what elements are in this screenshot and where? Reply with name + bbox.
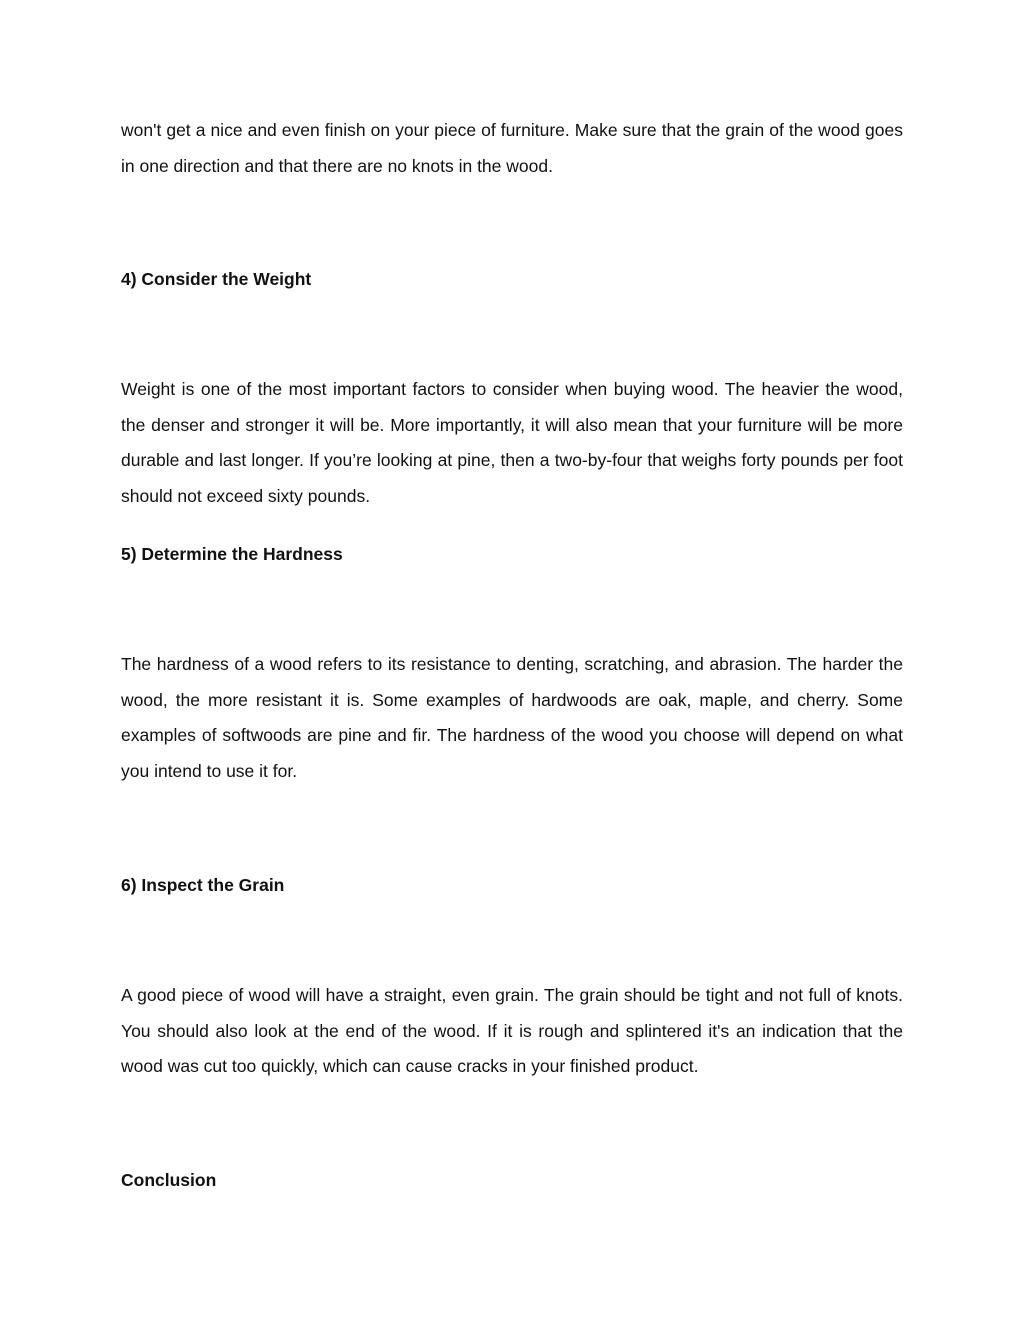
heading-inspect-grain: 6) Inspect the Grain <box>121 875 285 895</box>
heading-consider-weight: 4) Consider the Weight <box>121 269 312 289</box>
paragraph-hardness: The hardness of a wood refers to its resistance to denting, scratching, and abrasion. The harder the wood, the more resistant it is. Some examples of hardwoods are oak, maple, and cherry. Some examples of softwoods are pine and fir. The hardness of the wood you choose will depend on what you intend to use it for. <box>121 654 903 782</box>
paragraph-grain: A good piece of wood will have a straight, even grain. The grain should be tight and not full of knots. You should also look at the end of the wood. If it is rough and splintered it's an indication that the wood was cut too quickly, which can cause cracks in your finished product. <box>121 985 903 1077</box>
heading-determine-hardness: 5) Determine the Hardness <box>121 544 343 564</box>
paragraph-intro: won't get a nice and even finish on your piece of furniture. Make sure that the grain of the wood goes in one direction and that there are no knots in the wood. <box>121 120 903 176</box>
paragraph-weight: Weight is one of the most important factors to consider when buying wood. The heavier the wood, the denser and stronger it will be. More importantly, it will also mean that your furniture will be more durable and last longer. If you’re looking at pine, then a two-by-four that weighs forty pounds per foot should not exceed sixty pounds. <box>121 379 903 507</box>
heading-conclusion: Conclusion <box>121 1170 217 1190</box>
